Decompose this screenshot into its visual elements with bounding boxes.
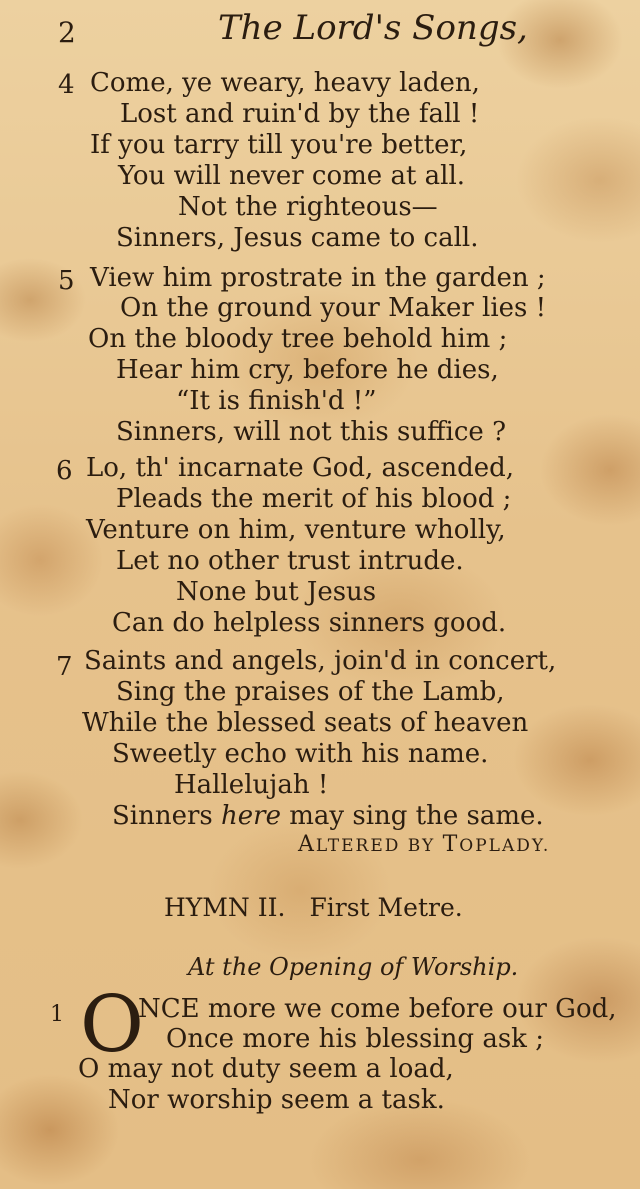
hymn-line: View him prostrate in the garden ; [90, 263, 546, 293]
hymn-line: Saints and angels, join'd in concert, [84, 646, 557, 676]
hymn-line-last: Sinners here may sing the same. [112, 801, 544, 831]
hymn-heading [164, 893, 463, 922]
attribution: ALTERED BY TOPLADY. [298, 832, 551, 857]
hymn-line: Once more his blessing ask ; [166, 1024, 544, 1054]
hymn-line: While the blessed seats of heaven [82, 708, 529, 738]
hymn-line: Pleads the merit of his blood ; [116, 484, 512, 514]
hymn-metre: First Metre. [309, 893, 463, 922]
hymn-line: None but Jesus [176, 577, 377, 607]
hymn-line: Not the righteous— [178, 192, 438, 222]
hymn-line: Lost and ruin'd by the fall ! [120, 99, 480, 129]
hymn-line: Lo, th' incarnate God, ascended, [86, 453, 515, 483]
hymn-line: Venture on him, venture wholly, [86, 515, 506, 545]
hymn-line: Can do helpless sinners good. [112, 608, 507, 638]
hymn-occasion: At the Opening of Worship. [188, 953, 519, 981]
hymn-line: Hallelujah ! [174, 770, 329, 800]
hymn-line: You will never come at all. [118, 161, 466, 191]
hymn-line: “It is finish'd !” [176, 386, 377, 416]
hymn-line: Hear him cry, before he dies, [116, 355, 499, 385]
page-number: 2 [58, 16, 76, 49]
hymn-line: On the ground your Maker lies ! [120, 293, 547, 323]
hymn-line: Sinners, Jesus came to call. [116, 223, 479, 253]
stanza-number-1: 1 [50, 1002, 64, 1027]
running-title: The Lord's Songs, [218, 8, 528, 48]
hymn-number: HYMN II. [164, 893, 286, 922]
hymn-line: O may not duty seem a load, [78, 1054, 454, 1084]
hymn-line: NCE more we come before our God, [138, 994, 617, 1024]
hymn-line: Come, ye weary, heavy laden, [90, 68, 480, 98]
stanza-number-7: 7 [56, 652, 73, 682]
drop-cap: O [80, 980, 144, 1070]
emphasis-word: here [221, 801, 281, 831]
stanza-number-5: 5 [58, 266, 75, 296]
hymn-line: Let no other trust intrude. [116, 546, 464, 576]
stanza-number-6: 6 [56, 456, 73, 486]
running-head [58, 8, 528, 56]
hymn-line: Sweetly echo with his name. [112, 739, 489, 769]
hymn-line: Sinners, will not this suffice ? [116, 417, 507, 447]
hymn-line: On the bloody tree behold him ; [88, 324, 508, 354]
hymn-line: If you tarry till you're better, [90, 130, 468, 160]
hymn-line: Sing the praises of the Lamb, [116, 677, 505, 707]
stanza-number-4: 4 [58, 70, 75, 100]
hymn-line: Nor worship seem a task. [108, 1085, 445, 1115]
